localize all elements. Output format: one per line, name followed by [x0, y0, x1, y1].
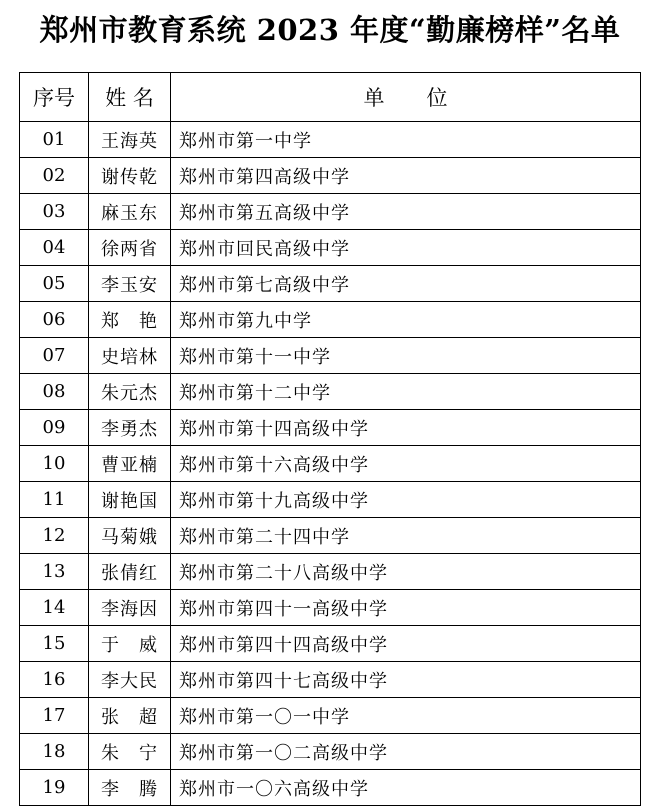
name-cell: 李海因: [89, 590, 171, 626]
unit-cell: 郑州市第二十八高级中学: [171, 554, 641, 590]
name-cell: 李玉安: [89, 266, 171, 302]
name-cell: 李大民: [89, 662, 171, 698]
table-row: [20, 410, 641, 446]
name-cell: 李勇杰: [89, 410, 171, 446]
unit-cell: 郑州市第一〇一中学: [171, 698, 641, 734]
unit-cell: 郑州市一〇六高级中学: [171, 770, 641, 806]
name-cell: 谢艳国: [89, 482, 171, 518]
unit-cell: 郑州市第七高级中学: [171, 266, 641, 302]
unit-cell: 郑州市第四十四高级中学: [171, 626, 641, 662]
unit-cell: 郑州市第九中学: [171, 302, 641, 338]
document-title: 郑州市教育系统 2023 年度“勤廉榜样”名单: [39, 13, 621, 47]
table-row: [20, 482, 641, 518]
table-row: [20, 698, 641, 734]
name-cell: 朱 宁: [89, 734, 171, 770]
table-row: [20, 734, 641, 770]
seq-cell: 14: [20, 590, 89, 626]
seq-cell: 04: [20, 230, 89, 266]
seq-cell: 10: [20, 446, 89, 482]
unit-cell: 郑州市第十九高级中学: [171, 482, 641, 518]
seq-cell: 12: [20, 518, 89, 554]
seq-cell: 15: [20, 626, 89, 662]
unit-cell: 郑州市第十二中学: [171, 374, 641, 410]
table-body: [20, 122, 641, 806]
unit-cell: 郑州市第十一中学: [171, 338, 641, 374]
name-cell: 谢传乾: [89, 158, 171, 194]
table-row: [20, 770, 641, 806]
unit-cell: 郑州市第一中学: [171, 122, 641, 158]
unit-cell: 郑州市第五高级中学: [171, 194, 641, 230]
table-header-row: [20, 73, 641, 122]
name-cell: 曹亚楠: [89, 446, 171, 482]
seq-cell: 09: [20, 410, 89, 446]
unit-cell: 郑州市回民高级中学: [171, 230, 641, 266]
table-row: [20, 266, 641, 302]
seq-cell: 17: [20, 698, 89, 734]
seq-cell: 01: [20, 122, 89, 158]
name-cell: 史培林: [89, 338, 171, 374]
name-cell: 王海英: [89, 122, 171, 158]
seq-cell: 07: [20, 338, 89, 374]
unit-cell: 郑州市第四十七高级中学: [171, 662, 641, 698]
table-row: [20, 374, 641, 410]
name-cell: 朱元杰: [89, 374, 171, 410]
column-header-unit: 单 位: [171, 73, 641, 122]
seq-cell: 13: [20, 554, 89, 590]
table-row: [20, 302, 641, 338]
column-header-name: 姓 名: [89, 73, 171, 122]
seq-cell: 03: [20, 194, 89, 230]
seq-cell: 19: [20, 770, 89, 806]
seq-cell: 16: [20, 662, 89, 698]
unit-cell: 郑州市第二十四中学: [171, 518, 641, 554]
table-row: [20, 554, 641, 590]
table-row: [20, 194, 641, 230]
seq-cell: 02: [20, 158, 89, 194]
table-row: [20, 446, 641, 482]
name-cell: 于 威: [89, 626, 171, 662]
name-cell: 张 超: [89, 698, 171, 734]
table-row: [20, 338, 641, 374]
table-row: [20, 518, 641, 554]
name-cell: 郑 艳: [89, 302, 171, 338]
table-header: [20, 73, 641, 122]
seq-cell: 06: [20, 302, 89, 338]
table-row: [20, 230, 641, 266]
seq-cell: 05: [20, 266, 89, 302]
unit-cell: 郑州市第一〇二高级中学: [171, 734, 641, 770]
honor-roll-table: [19, 72, 641, 806]
seq-cell: 08: [20, 374, 89, 410]
name-cell: 李 腾: [89, 770, 171, 806]
name-cell: 张倩红: [89, 554, 171, 590]
table-row: [20, 158, 641, 194]
unit-cell: 郑州市第十四高级中学: [171, 410, 641, 446]
unit-cell: 郑州市第四十一高级中学: [171, 590, 641, 626]
seq-cell: 11: [20, 482, 89, 518]
name-cell: 马菊娥: [89, 518, 171, 554]
table-row: [20, 626, 641, 662]
column-header-seq: 序号: [20, 73, 89, 122]
name-cell: 徐两省: [89, 230, 171, 266]
seq-cell: 18: [20, 734, 89, 770]
unit-cell: 郑州市第十六高级中学: [171, 446, 641, 482]
table-row: [20, 662, 641, 698]
table-row: [20, 122, 641, 158]
table-row: [20, 590, 641, 626]
name-cell: 麻玉东: [89, 194, 171, 230]
unit-cell: 郑州市第四高级中学: [171, 158, 641, 194]
